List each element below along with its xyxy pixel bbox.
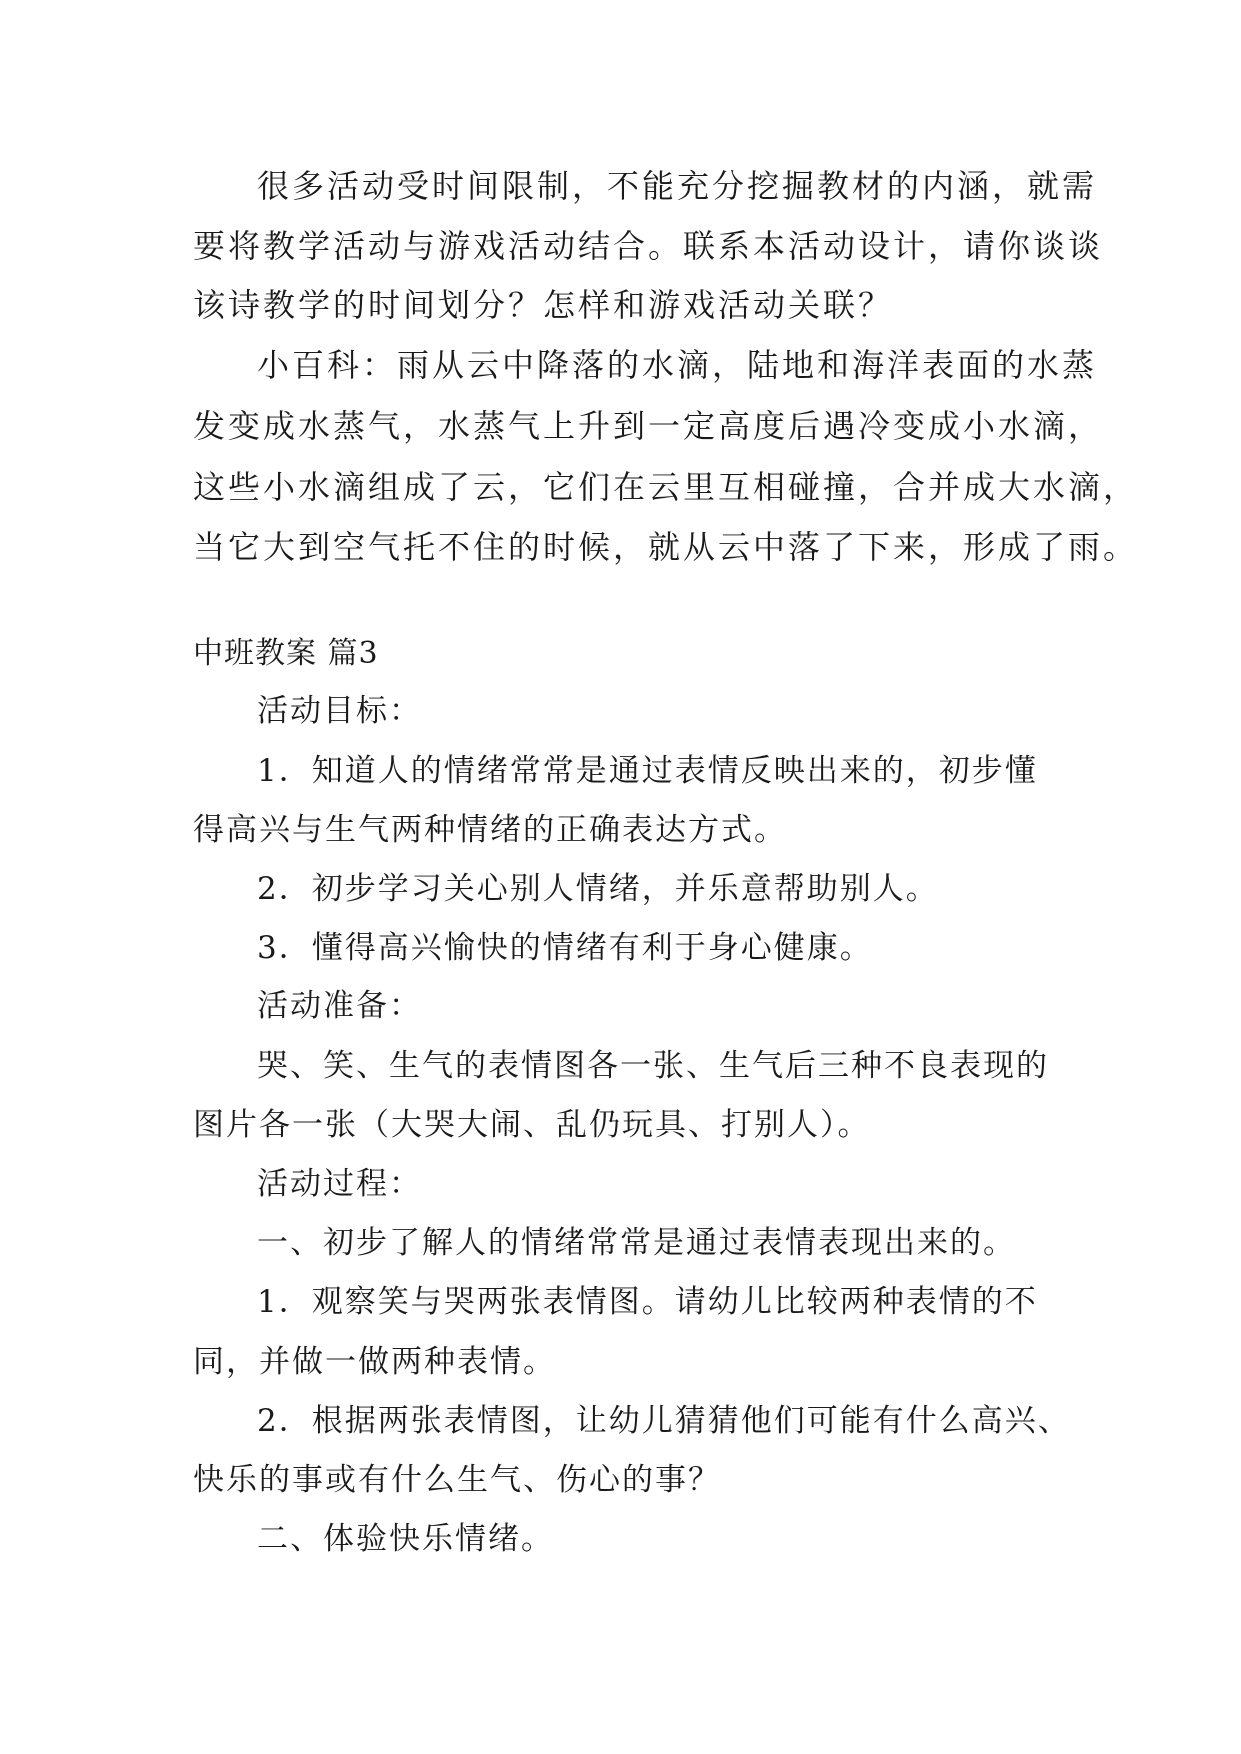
step1-item1-line1: 1．观察笑与哭两张表情图。请幼儿比较两种表情的不 bbox=[257, 1284, 1038, 1320]
goal1-line1: 1．知道人的情绪常常是通过表情反映出来的，初步懂 bbox=[257, 753, 1038, 789]
step1-item1-line2: 同，并做一做两种表情。 bbox=[193, 1344, 556, 1380]
intro-para1-line1: 很多活动受时间限制，不能充分挖掘教材的内涵，就需 bbox=[257, 167, 1098, 205]
prep-label: 活动准备： bbox=[257, 988, 422, 1024]
intro-para1-line2: 要将教学活动与游戏活动结合。联系本活动设计，请你谈谈 bbox=[193, 227, 1104, 265]
intro-para2-line3: 这些小水滴组成了云，它们在云里互相碰撞，合并成大水滴， bbox=[193, 468, 1139, 506]
prep-line1: 哭、笑、生气的表情图各一张、生气后三种不良表现的 bbox=[257, 1048, 1049, 1084]
section-heading: 中班教案 篇3 bbox=[193, 636, 379, 671]
goal1-line2: 得高兴与生气两种情绪的正确表达方式。 bbox=[193, 812, 787, 848]
goal3-line: 3．懂得高兴愉快的情绪有利于身心健康。 bbox=[257, 930, 873, 966]
step2-title: 二、体验快乐情绪。 bbox=[257, 1521, 554, 1557]
goal-label: 活动目标： bbox=[257, 693, 422, 729]
intro-para2-line1: 小百科：雨从云中降落的水滴，陆地和海洋表面的水蒸 bbox=[257, 346, 1098, 384]
intro-para2-line4: 当它大到空气托不住的时候，就从云中落了下来，形成了雨。 bbox=[193, 528, 1139, 566]
step1-title: 一、初步了解人的情绪常常是通过表情表现出来的。 bbox=[257, 1225, 1016, 1261]
intro-para1-line3: 该诗教学的时间划分？怎样和游戏活动关联？ bbox=[193, 286, 894, 324]
goal2-line: 2．初步学习关心别人情绪，并乐意帮助别人。 bbox=[257, 871, 939, 907]
prep-line2: 图片各一张（大哭大闹、乱仍玩具、打别人）。 bbox=[193, 1107, 871, 1143]
step1-item2-line1: 2．根据两张表情图，让幼儿猜猜他们可能有什么高兴、 bbox=[257, 1403, 1071, 1439]
process-label: 活动过程： bbox=[257, 1166, 422, 1202]
step1-item2-line2: 快乐的事或有什么生气、伤心的事？ bbox=[193, 1462, 721, 1498]
intro-para2-line2: 发变成水蒸气，水蒸气上升到一定高度后遇冷变成小水滴， bbox=[193, 407, 1104, 445]
